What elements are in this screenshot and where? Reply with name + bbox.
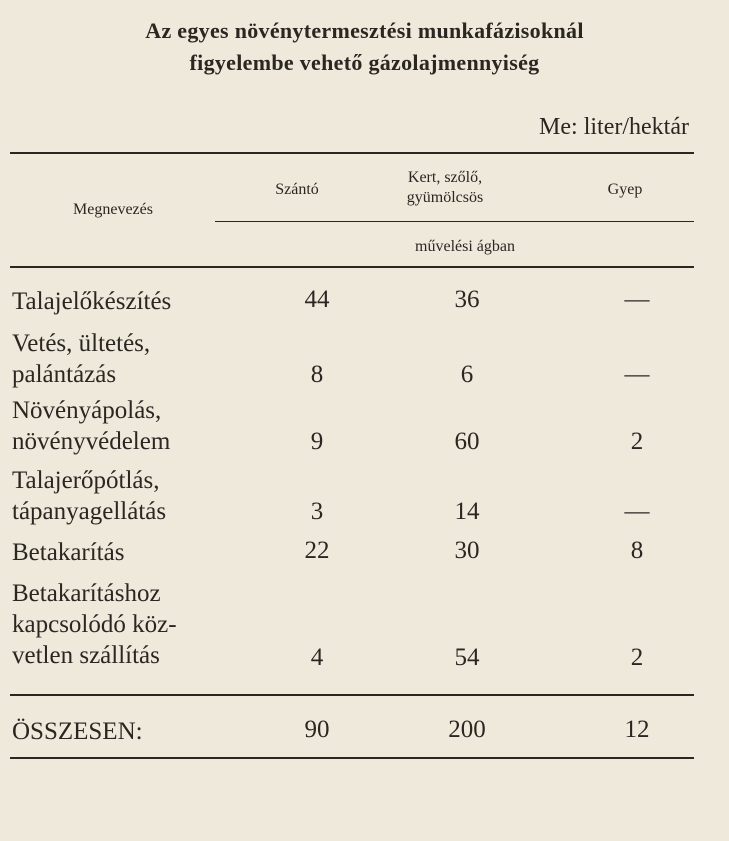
- row-label: Talajerőpótlás, tápanyagellátás: [12, 467, 167, 525]
- unit-label: Me: liter/hektár: [539, 114, 689, 140]
- header-name: Megnevezés: [73, 201, 153, 218]
- table-bottom-rule: [10, 757, 694, 759]
- header-sub-rule: [215, 221, 694, 222]
- title-line-2: figyelembe vehető gázolajmennyiség: [189, 50, 540, 75]
- cell-szanto: 8: [310, 361, 324, 388]
- header-col-gyep: Gyep: [607, 181, 643, 198]
- cell-kert: 60: [454, 428, 480, 455]
- cell-gyep: —: [624, 286, 650, 313]
- cell-gyep: —: [624, 361, 650, 388]
- total-top-rule: [10, 694, 694, 696]
- total-kert: 200: [448, 716, 486, 743]
- cell-gyep: 2: [630, 644, 644, 671]
- header-subtitle: művelési ágban: [415, 238, 515, 255]
- cell-kert: 30: [454, 537, 480, 564]
- header-col-szanto: Szántó: [275, 181, 319, 198]
- row-label: Talajelőkészítés: [12, 288, 172, 315]
- row-label: Növényápolás, növényvédelem: [12, 397, 171, 455]
- cell-kert: 36: [454, 286, 480, 313]
- cell-kert: 6: [460, 361, 474, 388]
- cell-gyep: 8: [630, 537, 644, 564]
- cell-szanto: 9: [310, 428, 324, 455]
- title-line-1: Az egyes növénytermesztési munkafázisoknál: [145, 18, 584, 43]
- cell-kert: 14: [454, 498, 480, 525]
- cell-szanto: 3: [310, 498, 324, 525]
- row-label: Betakarítás: [12, 539, 125, 566]
- header-col-kert-line2: gyümölcsös: [406, 189, 484, 206]
- cell-kert: 54: [454, 644, 480, 671]
- cell-gyep: —: [624, 498, 650, 525]
- cell-szanto: 4: [310, 644, 324, 671]
- row-label: Vetés, ültetés, palántázás: [12, 330, 151, 388]
- total-gyep: 12: [624, 716, 650, 743]
- total-szanto: 90: [304, 716, 330, 743]
- cell-gyep: 2: [630, 428, 644, 455]
- total-label: ÖSSZESEN:: [12, 718, 143, 745]
- header-col-kert-line1: Kert, szőlő,: [407, 169, 483, 186]
- header-bottom-rule: [10, 266, 694, 268]
- header-col-kert: [370, 168, 520, 208]
- cell-szanto: 22: [304, 537, 330, 564]
- cell-szanto: 44: [304, 286, 330, 313]
- table-top-rule: [10, 152, 694, 154]
- row-label: Betakarításhoz kapcsolódó köz- vetlen szállítás: [12, 580, 177, 669]
